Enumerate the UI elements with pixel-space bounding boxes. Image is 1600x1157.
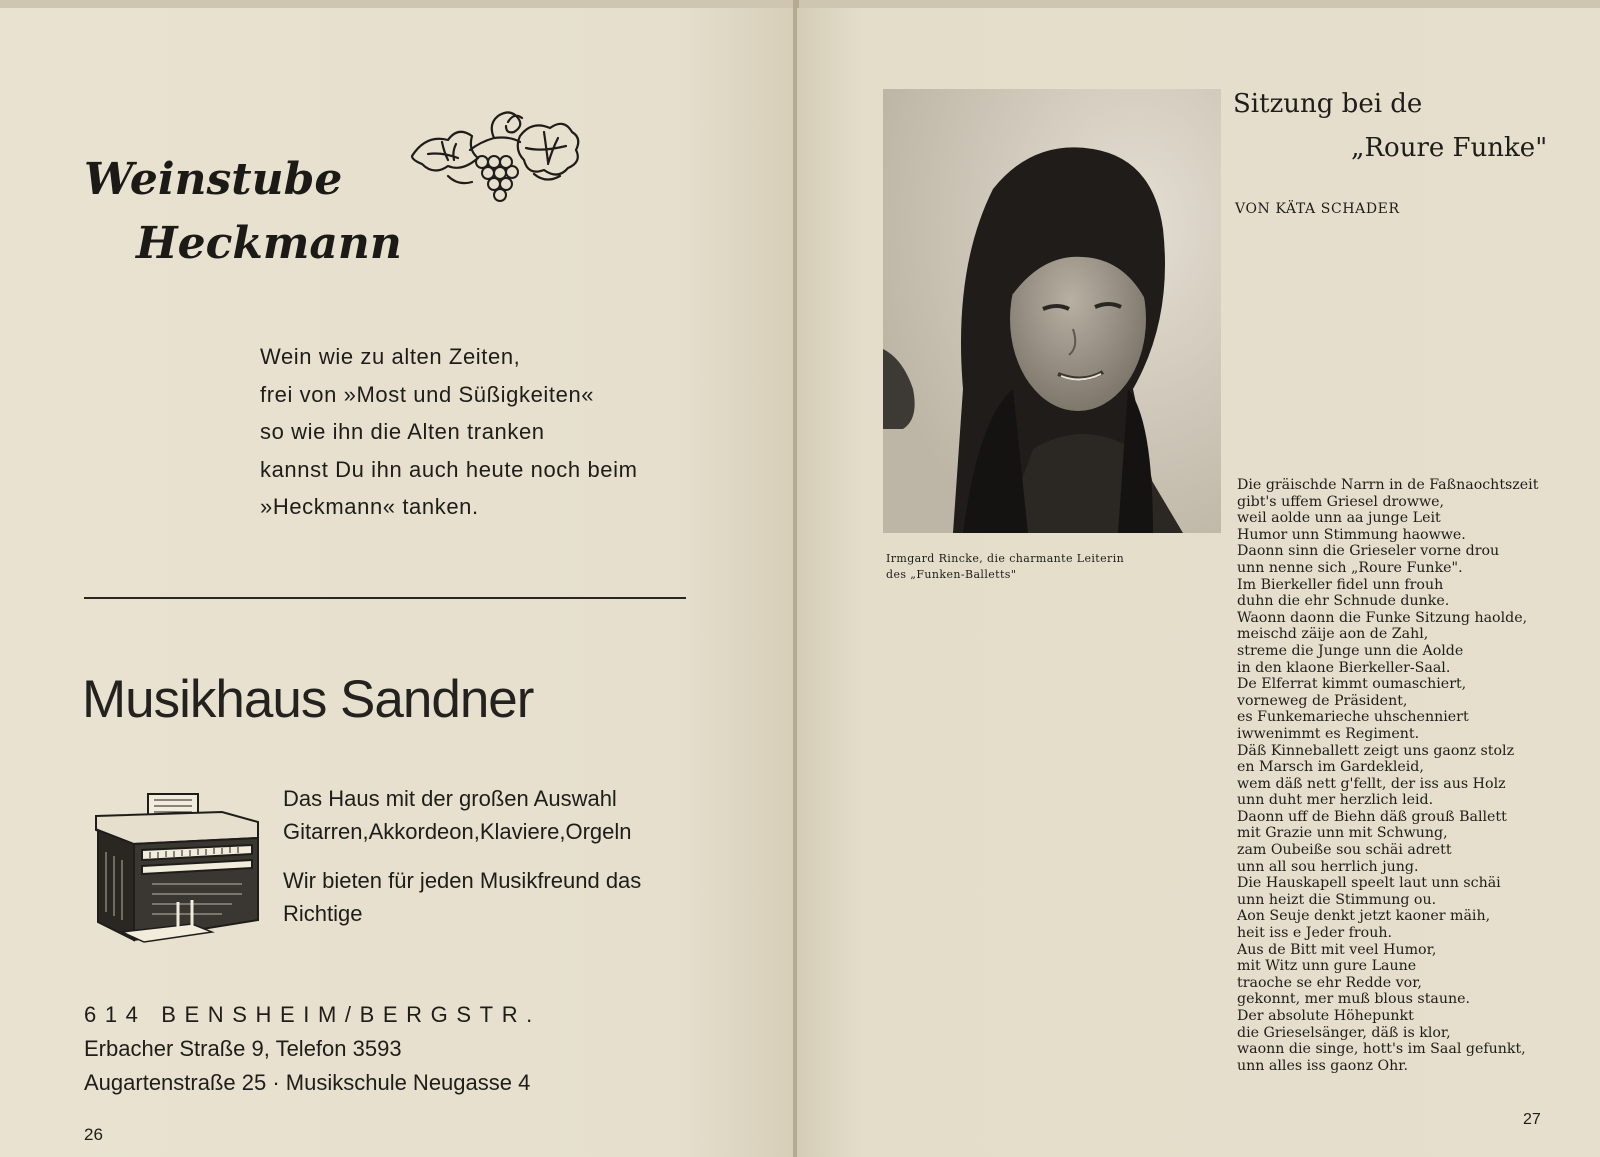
poem-line: Der absolute Höhepunkt: [1237, 1008, 1414, 1024]
poem-line: wem däß nett g'fellt, der iss aus Holz: [1237, 775, 1506, 792]
poem-line: Die Hauskapell speelt laut unn schäi: [1237, 875, 1501, 892]
poem-line: die Grieselsänger, däß is klor,: [1237, 1024, 1451, 1041]
grape-vine-icon: [408, 102, 588, 212]
article-title-line1: Sitzung bei de: [1233, 89, 1423, 119]
poem-line: duhn die ehr Schnude dunke.: [1237, 593, 1450, 610]
poem-line: vorneweg de Präsident,: [1237, 692, 1408, 709]
poem-line: iwwenimmt es Regiment.: [1237, 725, 1420, 742]
weinstube-title-line2: Heckmann: [136, 218, 402, 269]
musikhaus-address: [84, 998, 541, 1100]
article-title-line2: „Roure Funke": [1351, 133, 1548, 163]
address-branch: Augartenstraße 25 · Musikschule Neugasse 4: [84, 1070, 531, 1095]
poem-line: waonn die singe, hott's im Saal gefunkt,: [1237, 1041, 1526, 1058]
portrait-image: [883, 89, 1221, 533]
poem-line: unn alles iss gaonz Ohr.: [1237, 1057, 1408, 1074]
page-number-left: 26: [84, 1125, 103, 1144]
poem-line: Daonn uff de Biehn däß grouß Ballett: [1237, 808, 1507, 825]
weinstube-heading: [84, 148, 402, 276]
poem-line: Aon Seuje denkt jetzt kaoner mäih,: [1237, 908, 1491, 925]
address-city: 614 BENSHEIM/BERGSTR.: [84, 1002, 541, 1027]
poem-line: Humor unn Stimmung haowwe.: [1237, 526, 1466, 543]
slogan-line: Wein wie zu alten Zeiten,: [260, 344, 521, 369]
poem-line: es Funkemarieche uhschenniert: [1237, 709, 1469, 726]
poem-line: Aus de Bitt mit veel Humor,: [1237, 941, 1437, 958]
slogan-line: so wie ihn die Alten tranken: [260, 419, 545, 444]
poem-line: unn nenne sich „Roure Funke".: [1237, 559, 1463, 576]
musikhaus-desc-line: Richtige: [283, 900, 363, 926]
musikhaus-desc-line: Wir bieten für jeden Musikfreund das: [283, 868, 642, 893]
poem-line: weil aolde unn aa junge Leit: [1237, 510, 1441, 527]
poem-line: De Elferrat kimmt oumaschiert,: [1237, 676, 1467, 693]
musikhaus-desc-line: Gitarren,Akkordeon,Klaviere,Orgeln: [283, 818, 632, 844]
caption-line: Irmgard Rincke, die charmante Leiterin: [886, 552, 1125, 565]
poem-line: zam Oubeiße sou schäi adrett: [1237, 842, 1452, 859]
poem-line: Daonn sinn die Grieseler vorne drou: [1237, 543, 1500, 560]
poem-line: unn heizt die Stimmung ou.: [1237, 891, 1437, 908]
article-title: [1233, 82, 1547, 170]
left-page: [0, 8, 796, 1157]
article-poem: [1237, 477, 1567, 1074]
poem-line: mit Grazie unn mit Schwung,: [1237, 825, 1448, 842]
poem-line: gibt's uffem Griesel drowwe,: [1237, 493, 1445, 510]
poem-line: in den klaone Bierkeller-Saal.: [1237, 659, 1451, 676]
musikhaus-heading: Musikhaus Sandner: [82, 670, 534, 729]
slogan-line: frei von »Most und Süßigkeiten«: [260, 381, 595, 407]
musikhaus-desc-line: Das Haus mit der großen Auswahl: [283, 786, 617, 811]
poem-line: Waonn daonn die Funke Sitzung haolde,: [1237, 609, 1528, 626]
poem-line: mit Witz unn gure Laune: [1237, 958, 1417, 975]
weinstube-slogan: [260, 338, 638, 526]
caption-line: des „Funken-Balletts": [886, 568, 1017, 581]
poem-line: unn duht mer herzlich leid.: [1237, 792, 1434, 809]
poem-line: Die gräischde Narrn in de Faßnaochtszeit: [1237, 477, 1539, 493]
poem-line: heit iss e Jeder frouh.: [1237, 925, 1393, 942]
portrait-photo: [883, 89, 1221, 533]
poem-line: Däß Kinneballett zeigt uns gaonz stolz: [1237, 742, 1515, 759]
poem-line: unn all sou herrlich jung.: [1237, 858, 1419, 875]
weinstube-title-line1: Weinstube: [84, 154, 343, 205]
article-author: VON KÄTA SCHADER: [1235, 201, 1400, 217]
poem-line: gekonnt, mer muß blous staune.: [1237, 991, 1471, 1008]
poem-line: meischd zäije aon de Zahl,: [1237, 626, 1429, 643]
organ-icon: [92, 792, 262, 952]
poem-line: streme die Junge unn die Aolde: [1237, 642, 1464, 659]
musikhaus-description: [283, 783, 641, 947]
slogan-line: »Heckmann« tanken.: [260, 494, 479, 519]
poem-line: en Marsch im Gardekleid,: [1237, 759, 1424, 776]
slogan-line: kannst Du ihn auch heute noch beim: [260, 456, 638, 482]
page-number-right: 27: [1523, 1111, 1541, 1128]
photo-caption: [886, 551, 1124, 583]
section-divider: [84, 597, 686, 599]
poem-line: Im Bierkeller fidel unn frouh: [1237, 576, 1444, 593]
poem-line: traoche se ehr Redde vor,: [1237, 974, 1422, 991]
address-street: Erbacher Straße 9, Telefon 3593: [84, 1036, 402, 1061]
